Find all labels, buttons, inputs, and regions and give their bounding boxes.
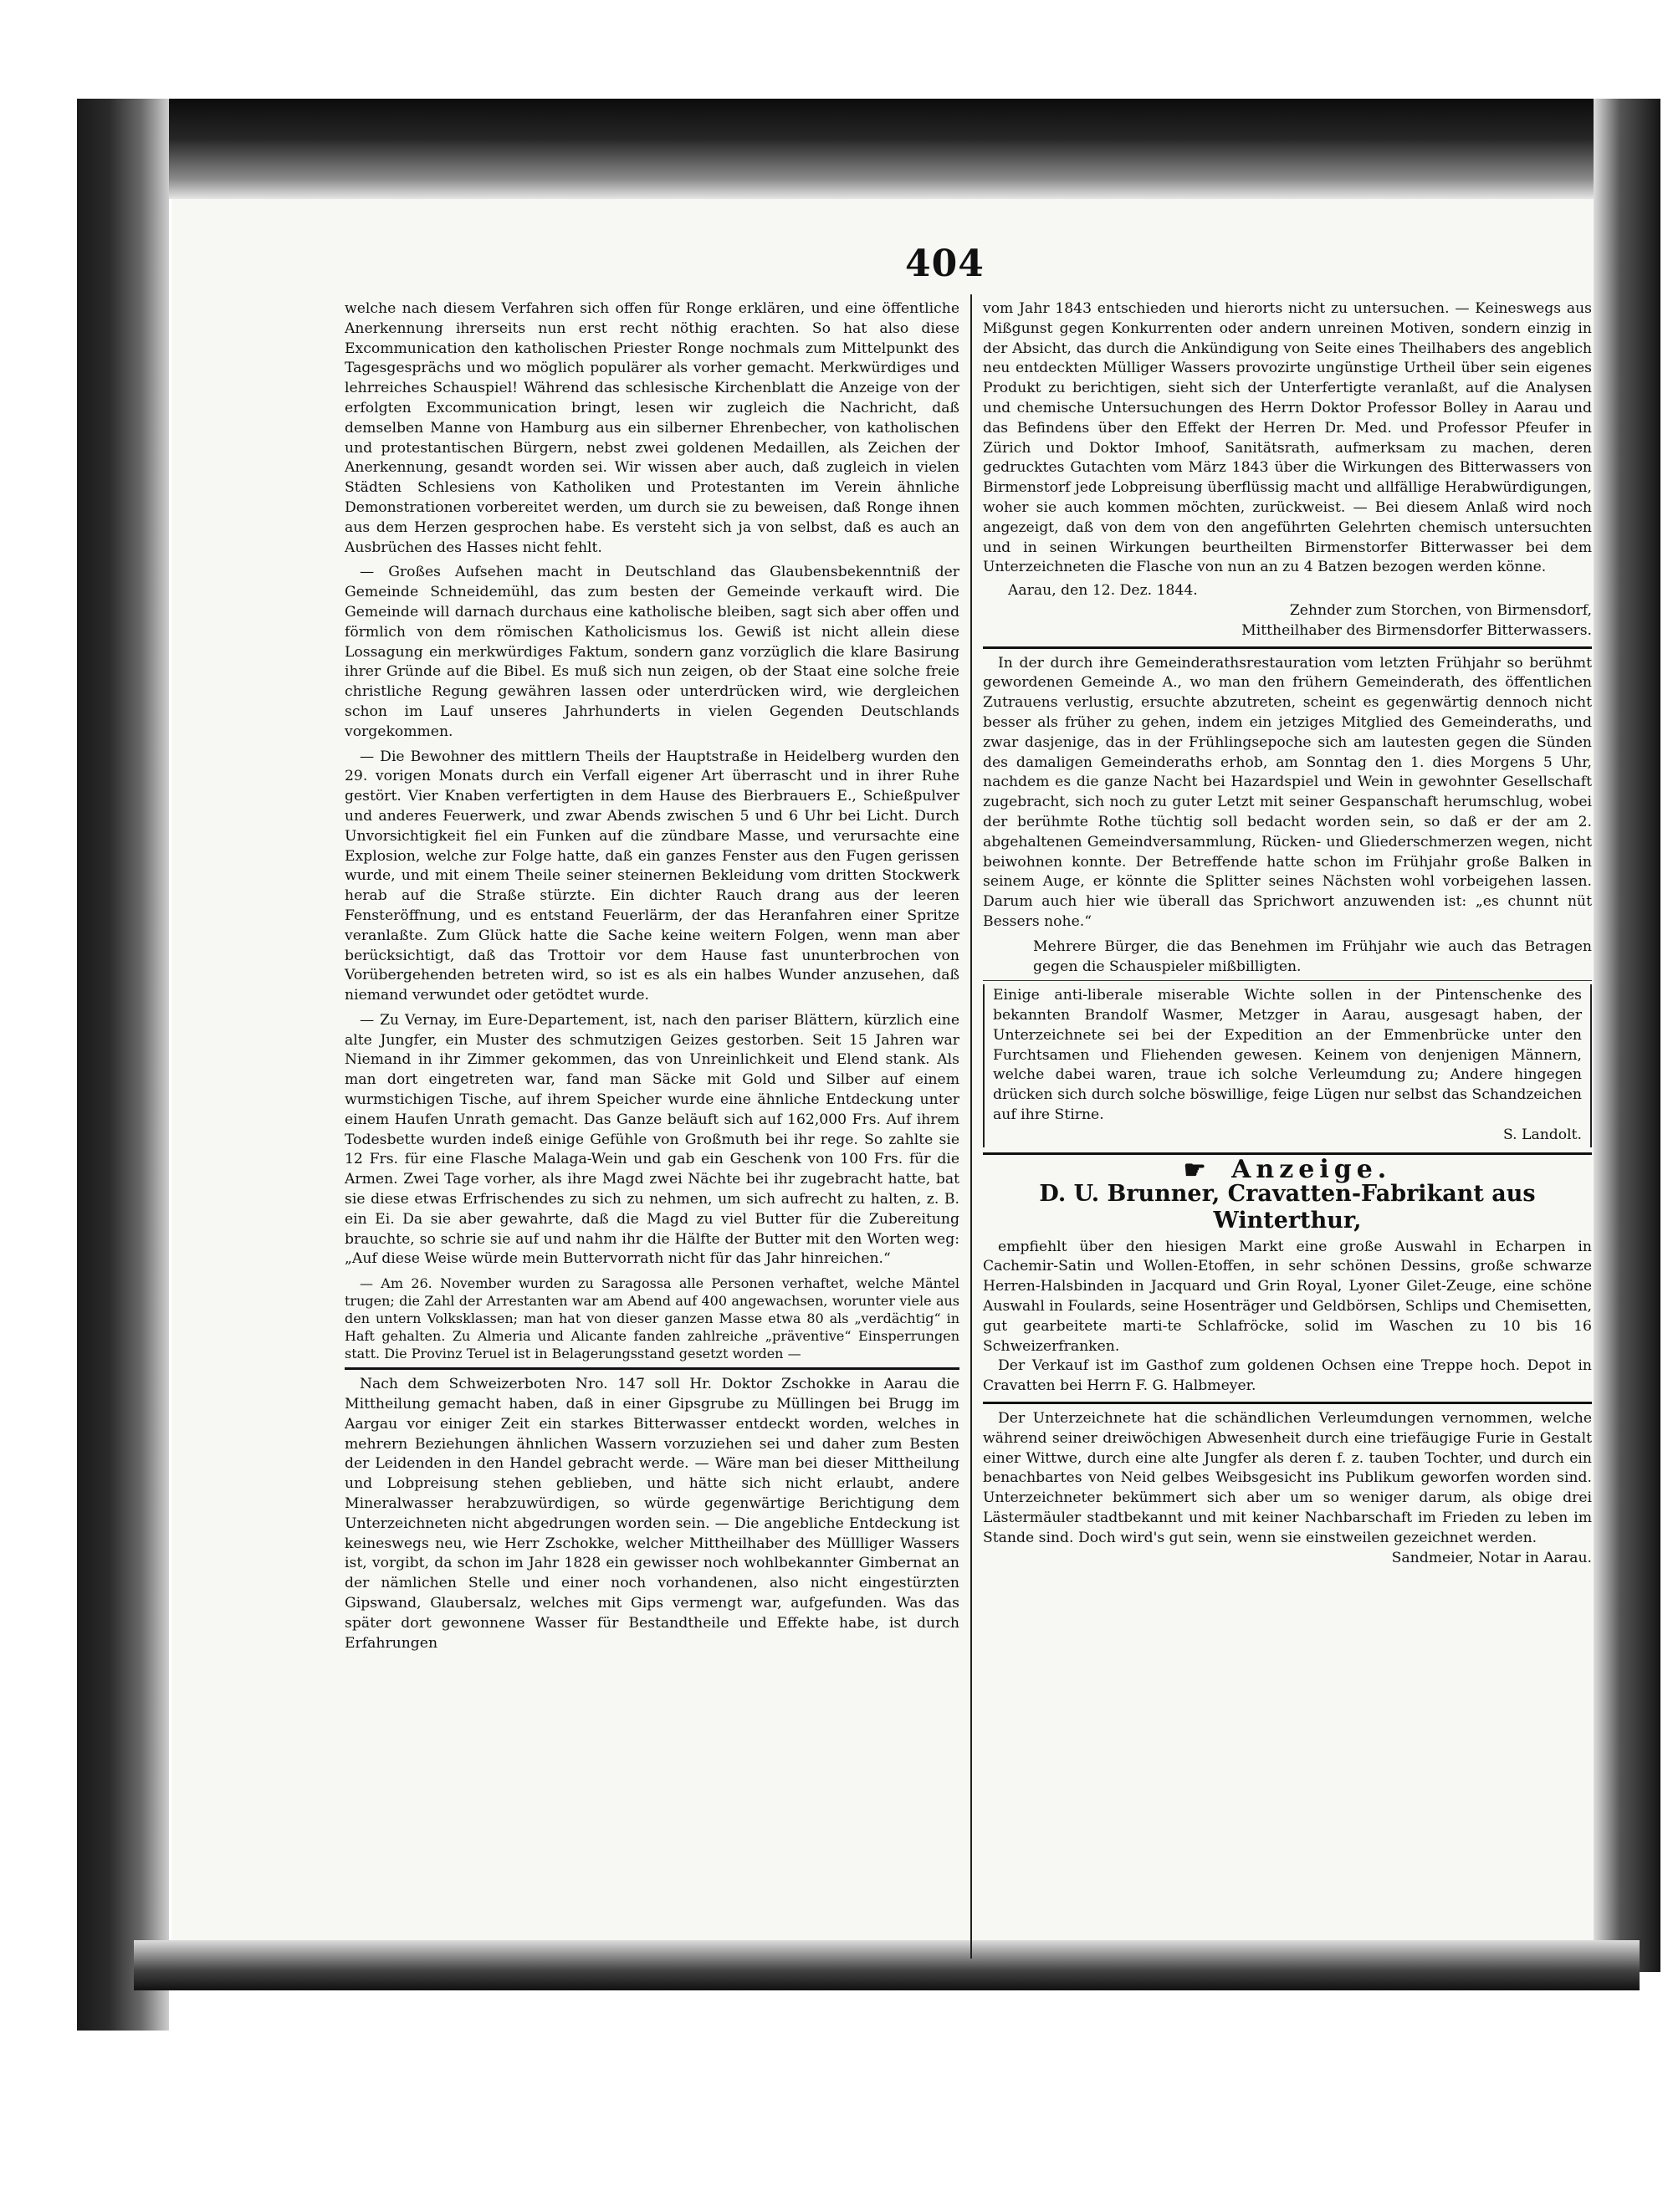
signature-zehnder-title: Mittheilhaber des Birmensdorfer Bitterwassers. [1241, 621, 1592, 639]
advert-firm: D. U. Brunner, Cravatten-Fabrikant aus Winterthur, [1039, 1180, 1536, 1234]
advert-body: empfiehlt über den hiesigen Markt eine große Auswahl in Echarpen in Cachemir-Satin und Wollen-Etoffen, in sehr schönen Dessins, große schwarze Herren-Halsbinden in Jacquard und Grin Royal, Lyoner Gilet-Zeuge, eine schöne Auswahl in Foulards, seine Hosenträger und Geldbörsen, Schlips und Chemisetten, gut gearbeitete marti-te Schlafröcke, solid im Waschen zu 10 bis 16 Schweizerfranken. [983, 1238, 1592, 1355]
article-schneidemuehl: — Großes Aufsehen macht in Deutschland das Glaubensbekenntniß der Gemeinde Schneidemühl, das zum besten der Gemeinde verkauft wird. Die Gemeinde will darnach durchaus eine katholische bleiben, sagt sich aber offen und förmlich von dem römischen Katholicismus los. Gewiß ist nicht allein diese Lossagung ein merkwürdiges Faktum, sondern ganz vorzüglich die klare Basirung ihrer Gründe auf die Bibel. Es muß sich nun zeigen, ob der Staat eine solche freie christliche Regung gewähren lassen oder unterdrücken wird, wie dergleichen schon im Lauf unseres Jahrhunderts in vielen Gegenden Deutschlands vorgekommen. [345, 564, 959, 740]
signature-landolt: S. Landolt. [1502, 1126, 1582, 1143]
section-rule [983, 646, 1592, 649]
notice-landolt: Einige anti-liberale miserable Wichte sollen in der Pintenschenke des bekannten Brandolf Wasmer, Metzger in Aarau, ausgesagt haben, der Unterzeichnete sei bei der Expedition an der Emmenbrücke unter den Furchtsamen und Fliehenden gewesen. Keinem von denjenigen Männern, welche dabei waren, traue ich solche Verleumdung zu; Andere hingegen drücken sich durch solche böswillige, feige Lügen nur selbst das Schandzeichen auf ihre Stirne. [993, 987, 1582, 1124]
book-top-shadow [77, 99, 1633, 199]
advert-title: Anzeige. [1231, 1154, 1392, 1184]
book-spine-left [77, 99, 169, 2031]
book-edge-right [1594, 99, 1660, 1972]
article-saragossa: — Am 26. November wurden zu Saragossa alle Personen verhaftet, welche Mäntel trugen; die Zahl der Arrestanten war am Abend auf 400 angewachsen, worunter viele aus den untern Volksklassen; man hat von dieser ganzen Masse etwa 80 als „verdächtig“ in Haft gehalten. Zu Almeria und Alicante fanden zahlreiche „präventive“ Einsperrungen statt. Die Provinz Teruel ist in Belagerungsstand gesetzt worden — [345, 1275, 959, 1362]
article-ronge: welche nach diesem Verfahren sich offen für Ronge erklären, und eine öffentliche Anerkennung ihrerseits nun erst recht nöthig erachten. So hat also diese Excommunication den katholischen Priester Ronge nochmals zum Mittelpunkt des Tagesgesprächs und wo möglich populärer als vorher gemacht. Merkwürdiges und lehrreiches Schauspiel! Während das schlesische Kirchenblatt die Anzeige von der erfolgten Excommunication bringt, lesen wir zugleich die Nachricht, daß demselben Manne von Hamburg aus ein silberner Ehrenbecher, von katholischen und protestantischen Bürgern, nebst zwei goldenen Medaillen, als Zeichen der Anerkennung, gesandt worden sei. Wir wissen aber auch, daß zugleich in vielen Städten Schlesiens von Katholiken und Protestanten im Verein ähnliche Demonstrationen vorbereitet werden, um durch sie zu beweisen, daß Ronge ihnen aus dem Herzen gesprochen habe. Es versteht sich ja von selbst, daß es auch an Ausbrüchen des Hasses nicht fehlt. [345, 300, 959, 556]
section-rule [345, 1367, 959, 1370]
advert-location: Der Verkauf ist im Gasthof zum goldenen Ochsen eine Treppe hoch. Depot in Cravatten bei Herrn F. G. Halbmeyer. [983, 1357, 1592, 1395]
signature-zehnder: Zehnder zum Storchen, von Birmensdorf, [1289, 601, 1592, 619]
notice-sandmeier: Der Unterzeichnete hat die schändlichen Verleumdungen vernommen, welche während seiner dreiwöchigen Abwesenheit durch eine triefäugige Furie in Gestalt einer Wittwe, durch eine alte Jungfer als deren f. z. tauben Tochter, und durch ein benachbartes von Neid gelbes Weibsgesicht ins Publikum geworfen worden sind. Unterzeichneter bekümmert sich aber um so weniger darum, als obige drei Lästermäuler stadtbekannt und mit keiner Nachbarschaft im Frieden zu leben im Stande sind. Doch wird's gut sein, wenn sie einstweilen gezeichnet werden. [983, 1409, 1592, 1546]
section-rule [983, 1402, 1592, 1404]
book-bottom-edge [134, 1940, 1640, 1990]
pointing-hand-icon: ☛ [1183, 1155, 1211, 1185]
article-bitterwasser: Nach dem Schweizerboten Nro. 147 soll Hr. Doktor Zschokke in Aarau die Mittheilung gemacht haben, daß in einer Gipsgrube zu Müllingen bei Brugg im Aargau vor einiger Zeit ein starkes Bitterwasser entdeckt worden, welches in mehrern Beziehungen ähnlichen Wassern vorzuziehen sei und daher zum Besten der Leidenden in den Handel gebracht werde. — Wäre man bei dieser Mittheilung und Lobpreisung stehen geblieben, und hätte sich nicht erlaubt, andere Mineralwasser herabzuwürdigen, so würde gegenwärtige Berichtigung dem Unterzeichneten nicht abgedrungen worden sein. — Die angebliche Entdeckung ist keineswegs neu, wie Herr Zschokke, welcher Mittheilhaber des Müllliger Wassers ist, vorgibt, da schon im Jahr 1828 ein gewisser noch wohlbekannter Gimbernat an der nämlichen Stelle und einer noch vorhandenen, also nicht eingestürzten Gipswand, Glaubersalz, welches mit Gips vermengt war, aufgefunden. Was das später dort gewonnene Wasser für Bestandtheile und Effekte habe, ist durch Erfahrungen [345, 1376, 959, 1652]
section-rule [983, 980, 1592, 981]
advert-heading [983, 1154, 1592, 1185]
right-column [983, 299, 1592, 1568]
article-heidelberg: — Die Bewohner des mittlern Theils der Hauptstraße in Heidelberg wurden den 29. vorigen Monats durch ein Verfall eigener Art überrascht und in ihrer Ruhe gestört. Vier Knaben verfertigten in dem Hause des Bierbrauers E., Schießpulver und anderes Feuerwerk, und zwar Abends zwischen 5 und 6 Uhr bei Licht. Durch Unvorsichtigkeit fiel ein Funken auf die zündbare Masse, und verursachte eine Explosion, welche zur Folge hatte, daß ein ganzes Fenster aus den Fugen gerissen wurde, und mit einem Theile seiner steinernen Bekleidung vom dritten Stockwerk herab auf die Straße stürzte. Ein dichter Rauch drang aus der leeren Fensteröffnung, und es entstand Feuerlärm, der das Heranfahren einer Spritze veranlaßte. Zum Glück hatte die Sache keine weitern Folgen, wenn man aber berücksichtigt, daß das Trottoir vor dem Hause fast ununterbrochen von Vorübergehenden betreten wird, so ist es als ein halbes Wunder anzusehen, daß niemand verwundet oder getödtet wurde. [345, 748, 959, 1004]
article-vernay: — Zu Vernay, im Eure-Departement, ist, nach den pariser Blättern, kürzlich eine alte Jungfer, ein Muster des schmutzigen Geizes gestorben. Seit 15 Jahren war Niemand in ihr Zimmer gekommen, das von Unreinlichkeit und Elend stank. Als man dort eingetreten war, fand man Säcke mit Gold und Silber auf einem wurmstichigen Tische, auf ihrem Speicher wurde eine ähnliche Entdeckung unter einem Haufen Unrath gemacht. Das Ganze beläuft sich auf 162,000 Frs. Auf ihrem Todesbette wurden indeß einige Gefühle von Großmuth bei ihr rege. So zahlte sie 12 Frs. für eine Flasche Malaga-Wein und gab ein Geschenk von 100 Frs. für die Armen. Zwei Tage vorher, als ihre Magd zwei Nächte bei ihr zugebracht hatte, bat sie diese etwas Erfrischendes zu sich zu nehmen, um sich aufrecht zu halten, z. B. ein Ei. Da sie aber gewahrte, daß die Magd zu viel Butter für die Zubereitung brauchte, so schrie sie auf und nahm ihr die Hälfte der Butter mit den Worten weg: „Auf diese Weise würde mein Buttervorrath nicht für das Jahr hinreichen.“ [345, 1011, 959, 1268]
dateline: Aarau, den 12. Dez. 1844. [1008, 582, 1198, 600]
column-divider [970, 294, 972, 1959]
article-bitterwasser-cont: vom Jahr 1843 entschieden und hierorts nicht zu untersuchen. — Keineswegs aus Mißgunst gegen Konkurrenten oder andern unreinen Motiven, sondern einzig in der Absicht, das durch die Ankündigung von Seite eines Theilhabers des angeblich neu entdeckten Mülliger Wassers provozirte ungünstige Urtheil über sein eigenes Produkt zu berichtigen, sieht sich der Unterfertigte veranlaßt, auf die Analysen und chemische Untersuchungen des Herrn Doktor Professor Bolley in Aarau und das Befindens über den Effekt der Herren Dr. Med. und Professor Pfeufer in Zürich und Doktor Imhoof, Sanitätsrath, aufmerksam zu machen, deren gedrucktes Gutachten vom März 1843 über die Wirkungen des Bitterwassers von Birmenstorf jede Lobpreisung überflüssig macht und allfällige Herabwürdigungen, woher sie auch kommen möchten, zurückweist. — Bei diesem Anlaß wird noch angezeigt, daß von dem von den angeführten Gelehrten chemisch untersuchten und in seinen Wirkungen beurtheilten Birmenstorfer Bitterwasser bei dem Unterzeichneten die Flasche von nun an zu 4 Batzen bezogen werden könne. [983, 300, 1592, 576]
page-number: 404 [905, 243, 985, 285]
signature-buerger: Mehrere Bürger, die das Benehmen im Frühjahr wie auch das Betragen gegen die Schauspieler mißbilligten. [1033, 937, 1592, 975]
notice-landolt-box [983, 984, 1592, 1147]
left-column [345, 299, 959, 1653]
article-gemeinde: In der durch ihre Gemeinderathsrestauration vom letzten Frühjahr so berühmt gewordenen Gemeinde A., wo man den frühern Gemeinderath, des öffentlichen Zutrauens verlustig, ersuchte abzutreten, scheint es gegenwärtig dennoch nicht besser als früher zu gehen, indem ein jetziges Mitglied des Gemeinderaths, und zwar dasjenige, das in der Frühlingsepoche sich am lautesten gegen die Sünden des damaligen Gemeinderaths erhob, am Sonntag den 1. dies Morgens 5 Uhr, nachdem es die ganze Nacht bei Hazardspiel und Wein in gewohnter Gesellschaft zugebracht, sich noch zu guter Letzt mit seiner Gespanschaft herumschlug, wobei der berühmte Rothe tüchtig soll bedacht worden sein, so daß er der am 2. abgehaltenen Gemeindversammlung, Rücken- und Gliederschmerzen wegen, nicht beiwohnen konnte. Der Betreffende hatte schon im Frühjahr große Balken in seinem Auge, er könnte die Splitter seines Nächsten wohl vorbeigehen lassen. Darum auch hier wie überall das Sprichwort anzuwenden ist: „es chunnt nüt Bessers nohe.“ [983, 654, 1592, 930]
signature-sandmeier: Sandmeier, Notar in Aarau. [1391, 1549, 1592, 1566]
